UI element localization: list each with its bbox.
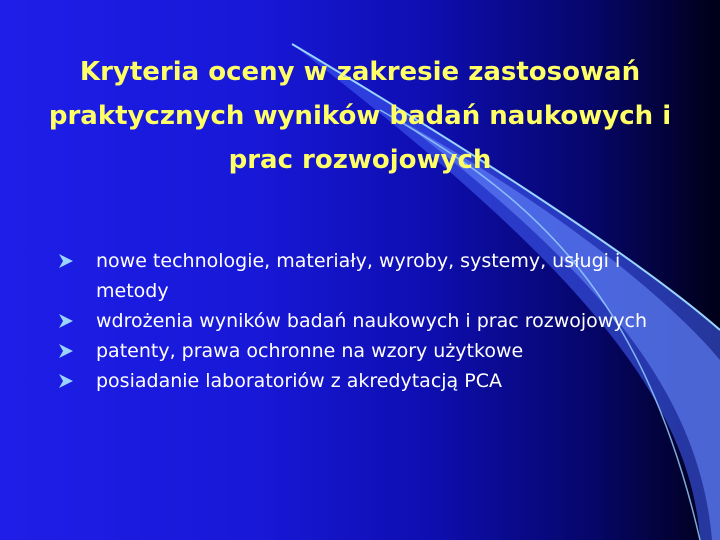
bullet-text: posiadanie laboratoriów z akredytacją PCA xyxy=(96,370,502,392)
bullet-item xyxy=(58,246,658,306)
bullet-item xyxy=(58,366,658,396)
slide-title: Kryteria oceny w zakresie zastosowań praktycznych wyników badań naukowych i prac rozwojowych xyxy=(48,57,672,175)
arrow-bullet-icon xyxy=(58,313,74,329)
arrow-bullet-icon xyxy=(58,343,74,359)
arrow-bullet-icon xyxy=(58,373,74,389)
bullet-text: patenty, prawa ochronne na wzory użytkowe xyxy=(96,340,524,362)
bullet-text: wdrożenia wyników badań naukowych i prac rozwojowych xyxy=(96,310,648,332)
bullet-list xyxy=(58,246,658,396)
bullet-text: nowe technologie, materiały, wyroby, systemy, usługi i metody xyxy=(96,250,621,302)
bullet-item xyxy=(58,336,658,366)
bullet-item xyxy=(58,306,658,336)
arrow-bullet-icon xyxy=(58,253,74,269)
